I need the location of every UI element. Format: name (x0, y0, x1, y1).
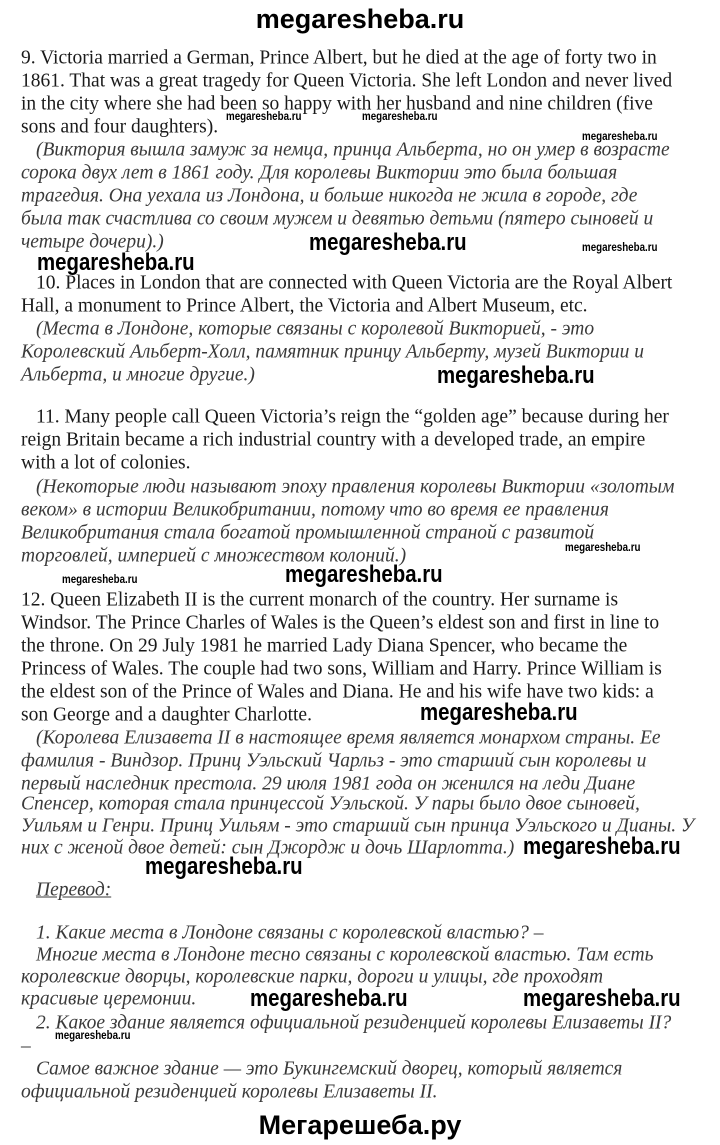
text-line: первый наследник престола. 29 июля 1981 года он женился на леди Диане (21, 773, 636, 795)
site-header: megaresheba.ru (255, 4, 465, 34)
text-line: 9. Victoria married a German, Prince Albert, but he died at the age of forty two in (21, 47, 657, 69)
text-line: фамилия - Виндзор. Принц Уэльский Чарльз - это старший сын королевы и (21, 750, 647, 772)
text-line: 1. Какие места в Лондоне связаны с королевской властью? – (36, 922, 544, 944)
text-line: 10. Places in London that are connected with Queen Victoria are the Royal Albert (36, 272, 673, 294)
watermark: megaresheba.ru (582, 242, 658, 254)
text-line: веком» в истории Великобритании, потому что во время ее правления (21, 499, 609, 521)
text-line: красивые церемонии. (21, 988, 197, 1010)
text-line: королевские дворцы, королевские парки, дороги и улицы, где проходят (21, 966, 604, 988)
text-line: сорока двух лет в 1861 году. Для королевы Виктории это была большая (21, 162, 618, 184)
watermark: megaresheba.ru (523, 985, 681, 1012)
text-line: son George and a daughter Charlotte. (21, 704, 312, 726)
text-line: (Места в Лондоне, которые связаны с королевой Викторией, - это (36, 318, 595, 340)
watermark: megaresheba.ru (437, 362, 595, 389)
text-line: трагедия. Она уехала из Лондона, и больше никогда не жила в городе, где (21, 185, 638, 207)
text-line: 2. Какое здание является официальной резиденцией королевы Елизаветы II? (36, 1012, 672, 1034)
watermark: megaresheba.ru (55, 1030, 131, 1042)
text-line: with a lot of colonies. (21, 452, 191, 474)
text-line: 11. Many people call Queen Victoria’s reign the “golden age” because during her (36, 406, 669, 428)
watermark: megaresheba.ru (226, 111, 302, 123)
text-line: Спенсер, которая стала принцессой Уэльской. У пары было двое сыновей, (21, 793, 640, 815)
site-footer: Мегарешеба.ру (258, 1110, 462, 1140)
text-line: торговлей, империей с множеством колоний.) (21, 545, 407, 567)
text-line: Королевский Альберт-Холл, памятник принцу Альберту, музей Виктории и (21, 341, 645, 363)
text-line: Многие места в Лондоне тесно связаны с королевской властью. Там есть (36, 944, 654, 966)
text-line: была так счастлива со своим мужем и девятью детьми (пятеро сыновей и (21, 208, 654, 230)
text-line: официальной резиденцией королевы Елизаветы II. (21, 1081, 438, 1103)
text-line: reign Britain became a rich industrial country with a developed trade, an empire (21, 429, 646, 451)
text-line: Уильям и Генри. Принц Уильям - это старший сын принца Уэльского и Дианы. У (21, 815, 695, 837)
watermark: megaresheba.ru (37, 249, 195, 276)
text-line: – (21, 1035, 31, 1057)
watermark: megaresheba.ru (523, 833, 681, 860)
text-line: (Королева Елизавета II в настоящее время является монархом страны. Ее (36, 727, 661, 749)
text-line: sons and four daughters). (21, 116, 219, 138)
text-line: Великобритания стала богатой промышленной страной с развитой (21, 522, 595, 544)
watermark: megaresheba.ru (62, 574, 138, 586)
text-line: Hall, a monument to Prince Albert, the Victoria and Albert Museum, etc. (21, 295, 588, 317)
watermark: megaresheba.ru (285, 561, 443, 588)
translation-heading: Перевод: (36, 879, 112, 901)
watermark: megaresheba.ru (250, 985, 408, 1012)
text-line: the eldest son of the Prince of Wales and Diana. He and his wife have two kids: a (21, 681, 654, 703)
watermark: megaresheba.ru (145, 853, 303, 880)
text-line: Windsor. The Prince Charles of Wales is the Queen’s eldest son and first in line to (21, 612, 660, 634)
watermark: megaresheba.ru (420, 699, 578, 726)
watermark: megaresheba.ru (362, 111, 438, 123)
text-line: Princess of Wales. The couple had two sons, William and Harry. Prince William is (21, 658, 662, 680)
watermark: megaresheba.ru (309, 229, 467, 256)
watermark: megaresheba.ru (565, 542, 641, 554)
watermark: megaresheba.ru (582, 131, 658, 143)
text-line: Самое важное здание — это Букингемский дворец, который является (36, 1058, 623, 1080)
text-line: 12. Queen Elizabeth II is the current monarch of the country. Her surname is (21, 589, 619, 611)
text-line: четыре дочери).) (21, 231, 164, 253)
text-line: них с женой двое детей: сын Джордж и дочь Шарлотта.) (21, 837, 515, 859)
text-line: 1861. That was a great tragedy for Queen Victoria. She left London and never lived (21, 70, 673, 92)
text-line: (Виктория вышла замуж за немца, принца Альберта, но он умер в возрасте (36, 139, 670, 161)
text-line: Альберта, и многие другие.) (21, 364, 255, 386)
text-line: in the city where she had been so happy with her husband and nine children (five (21, 93, 653, 115)
text-line: (Некоторые люди называют эпоху правления королевы Виктории «золотым (36, 476, 675, 498)
text-line: the throne. On 29 July 1981 he married Lady Diana Spencer, who became the (21, 635, 628, 657)
